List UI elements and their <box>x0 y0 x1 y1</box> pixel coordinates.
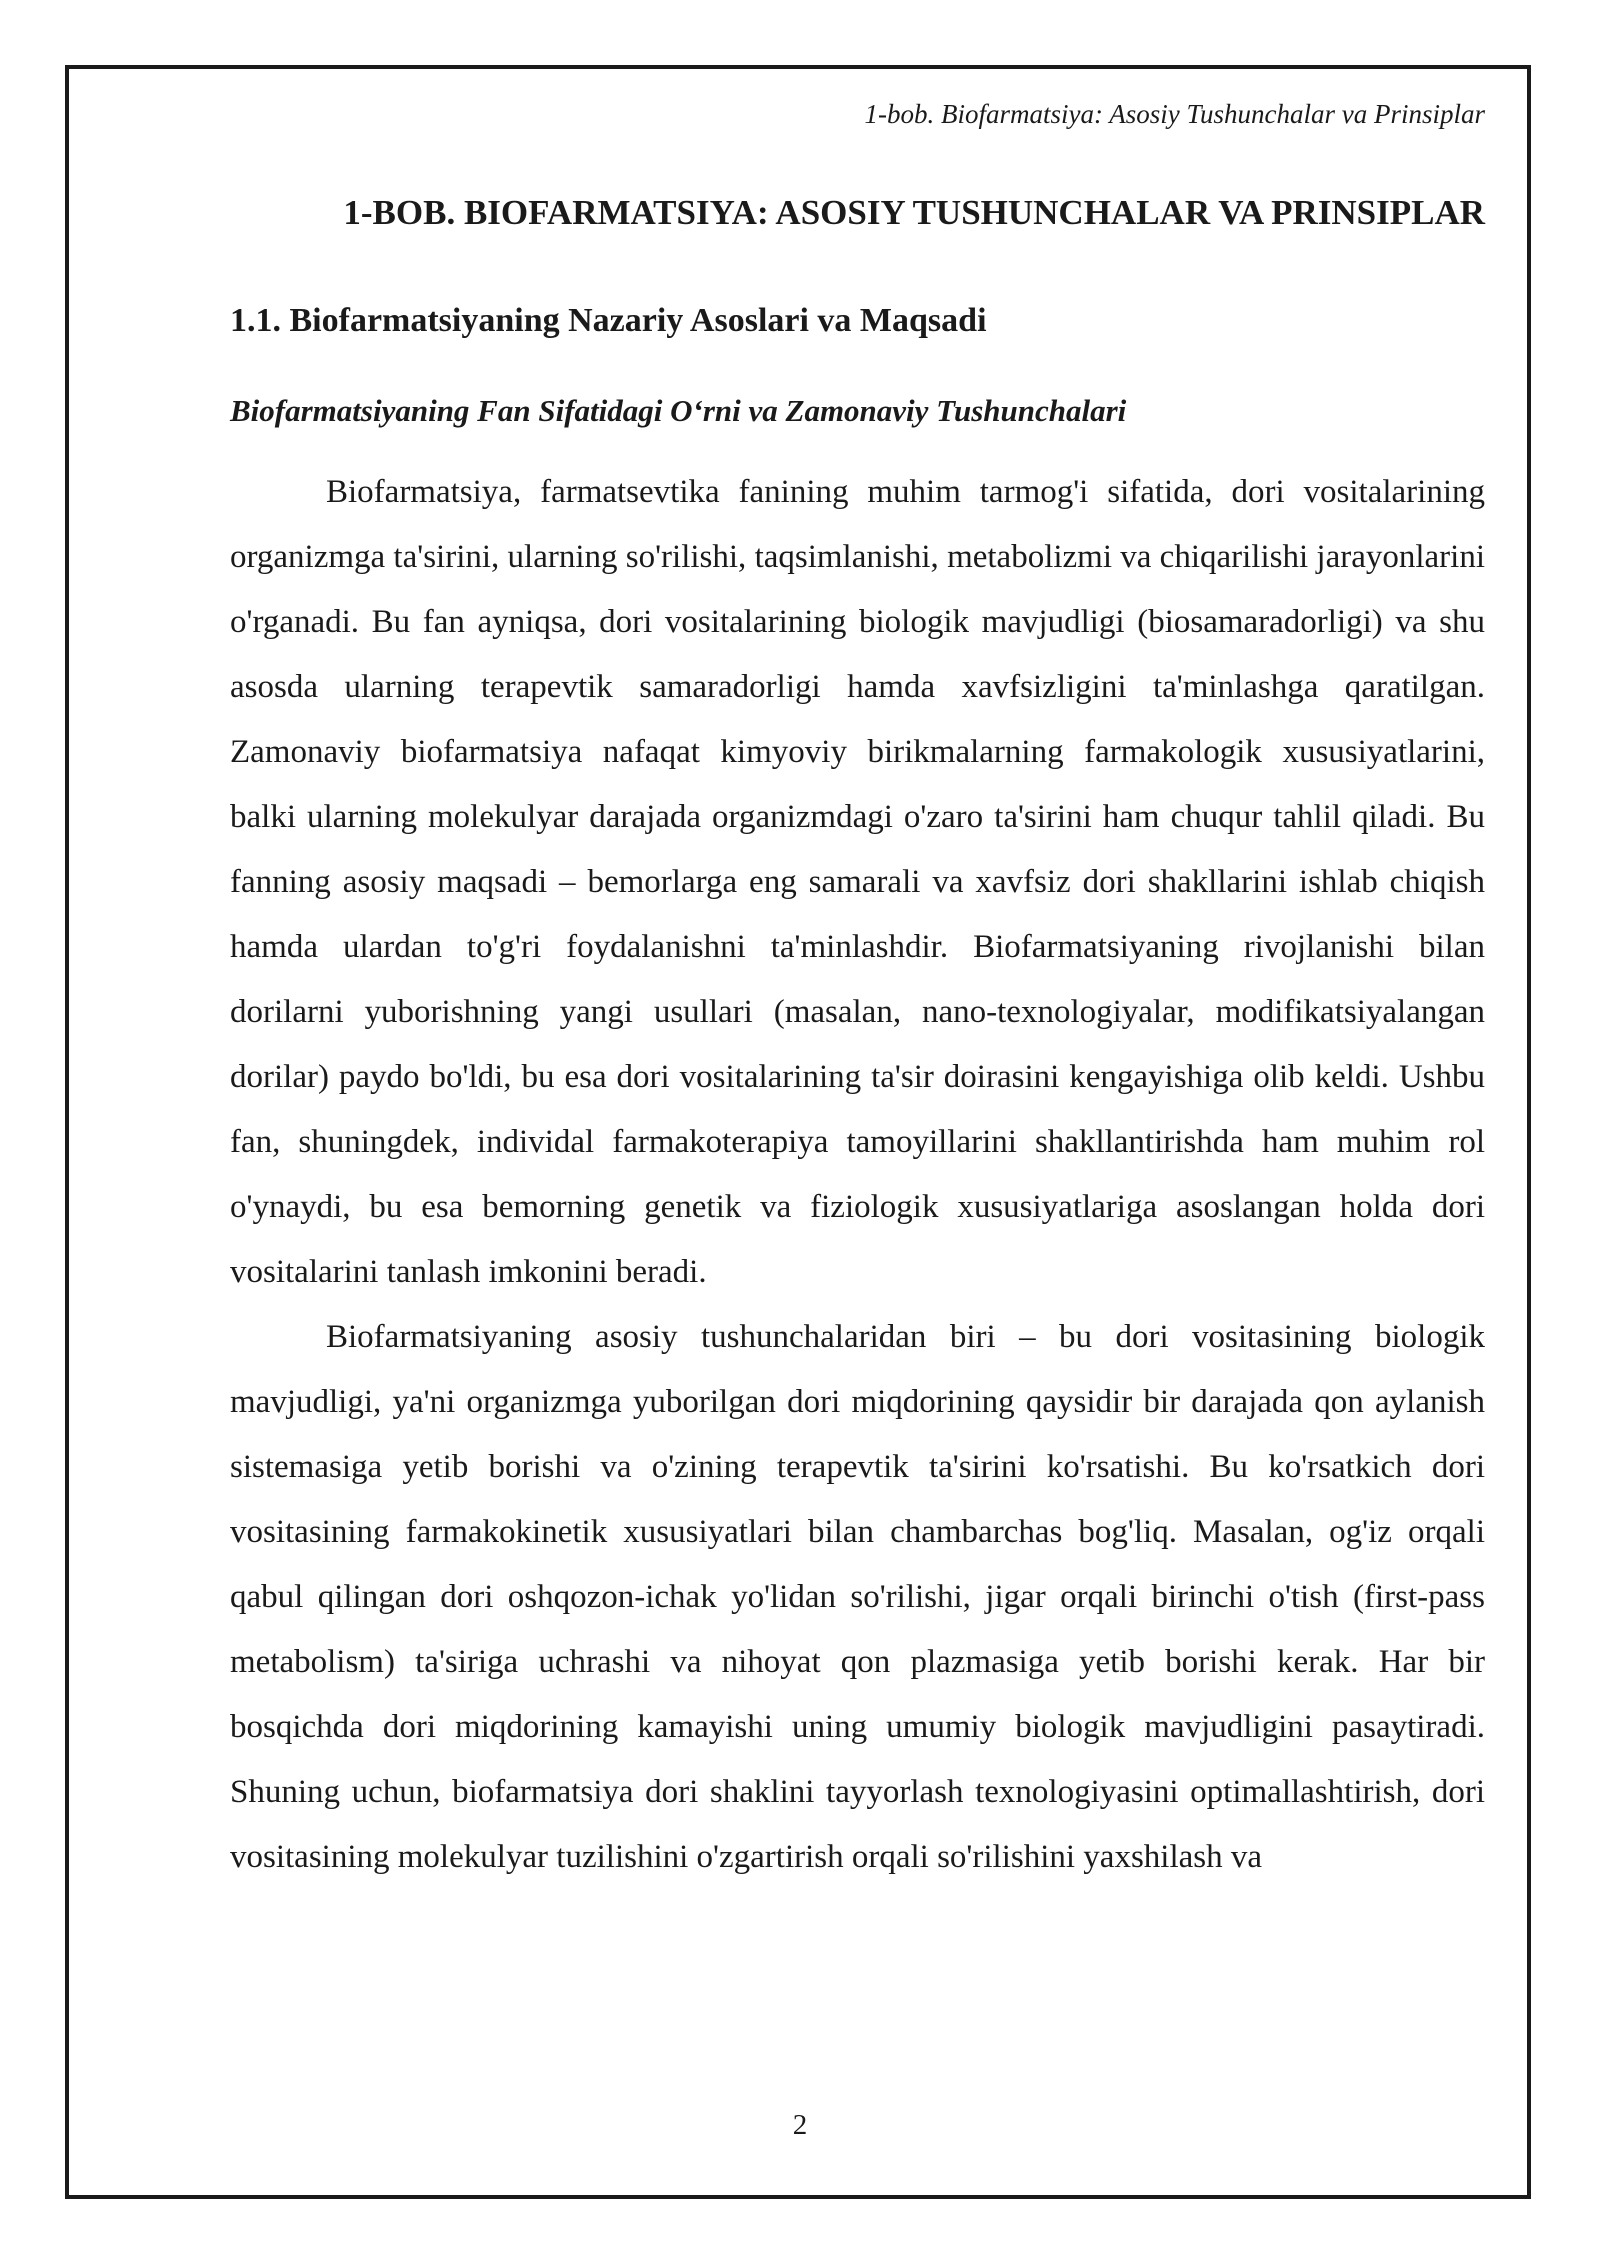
paragraph: Biofarmatsiyaning asosiy tushunchalaridan biri – bu dori vositasining biologik mavjudligi, ya'ni organizmga yuborilgan dori miqdorining qaysidir bir darajada qon aylanish sistemasiga yetib borishi va o'zining terapevtik ta'sirini ko'rsatishi. Bu ko'rsatkich dori vositasining farmakokinetik xususiyatlari bilan chambarchas bog'liq. Masalan, og'iz orqali qabul qilingan dori oshqozon-ichak yo'lidan so'rilishi, jigar orqali birinchi o'tish (first-pass metabolism) ta'siriga uchrashi va nihoyat qon plazmasiga yetib borishi kerak. Har bir bosqichda dori miqdorining kamayishi uning umumiy biologik mavjudligini pasaytiradi. Shuning uchun, biofarmatsiya dori shaklini tayyorlash texnologiyasini optimallashtirish, dori vositasining molekulyar tuzilishini o'zgartirish orqali so'rilishini yaxshilash va <box>230 1319 1485 1875</box>
subsection-title: Biofarmatsiyaning Fan Sifatidagi O‘rni va Zamonaviy Tushunchalari <box>230 393 1127 428</box>
section-title: 1.1. Biofarmatsiyaning Nazariy Asoslari va Maqsadi <box>230 302 987 339</box>
body-text <box>230 460 1485 1890</box>
page-number: 2 <box>792 2109 808 2141</box>
running-header: 1-bob. Biofarmatsiya: Asosiy Tushunchalar va Prinsiplar <box>864 99 1485 129</box>
chapter-title: 1-BOB. BIOFARMATSIYA: ASOSIY TUSHUNCHALAR VA PRINSIPLAR <box>343 193 1485 232</box>
paragraph: Biofarmatsiya, farmatsevtika fanining muhim tarmog'i sifatida, dori vositalarining organizmga ta'sirini, ularning so'rilishi, taqsimlanishi, metabolizmi va chiqarilishi jarayonlarini o'rganadi. Bu fan ayniqsa, dori vositalarining biologik mavjudligi (biosamaradorligi) va shu asosda ularning terapevtik samaradorligi hamda xavfsizligini ta'minlashga qaratilgan. Zamonaviy biofarmatsiya nafaqat kimyoviy birikmalarning farmakologik xususiyatlarini, balki ularning molekulyar darajada organizmdagi o'zaro ta'sirini ham chuqur tahlil qiladi. Bu fanning asosiy maqsadi – bemorlarga eng samarali va xavfsiz dori shakllarini ishlab chiqish hamda ulardan to'g'ri foydalanishni ta'minlashdir. Biofarmatsiyaning rivojlanishi bilan dorilarni yuborishning yangi usullari (masalan, nano-texnologiyalar, modifikatsiyalangan dorilar) paydo bo'ldi, bu esa dori vositalarining ta'sir doirasini kengayishiga olib keldi. Ushbu fan, shuningdek, individal farmakoterapiya tamoyillarini shakllantirishda ham muhim rol o'ynaydi, bu esa bemorning genetik va fiziologik xususiyatlariga asoslangan holda dori vositalarini tanlash imkonini beradi. <box>230 474 1485 1290</box>
